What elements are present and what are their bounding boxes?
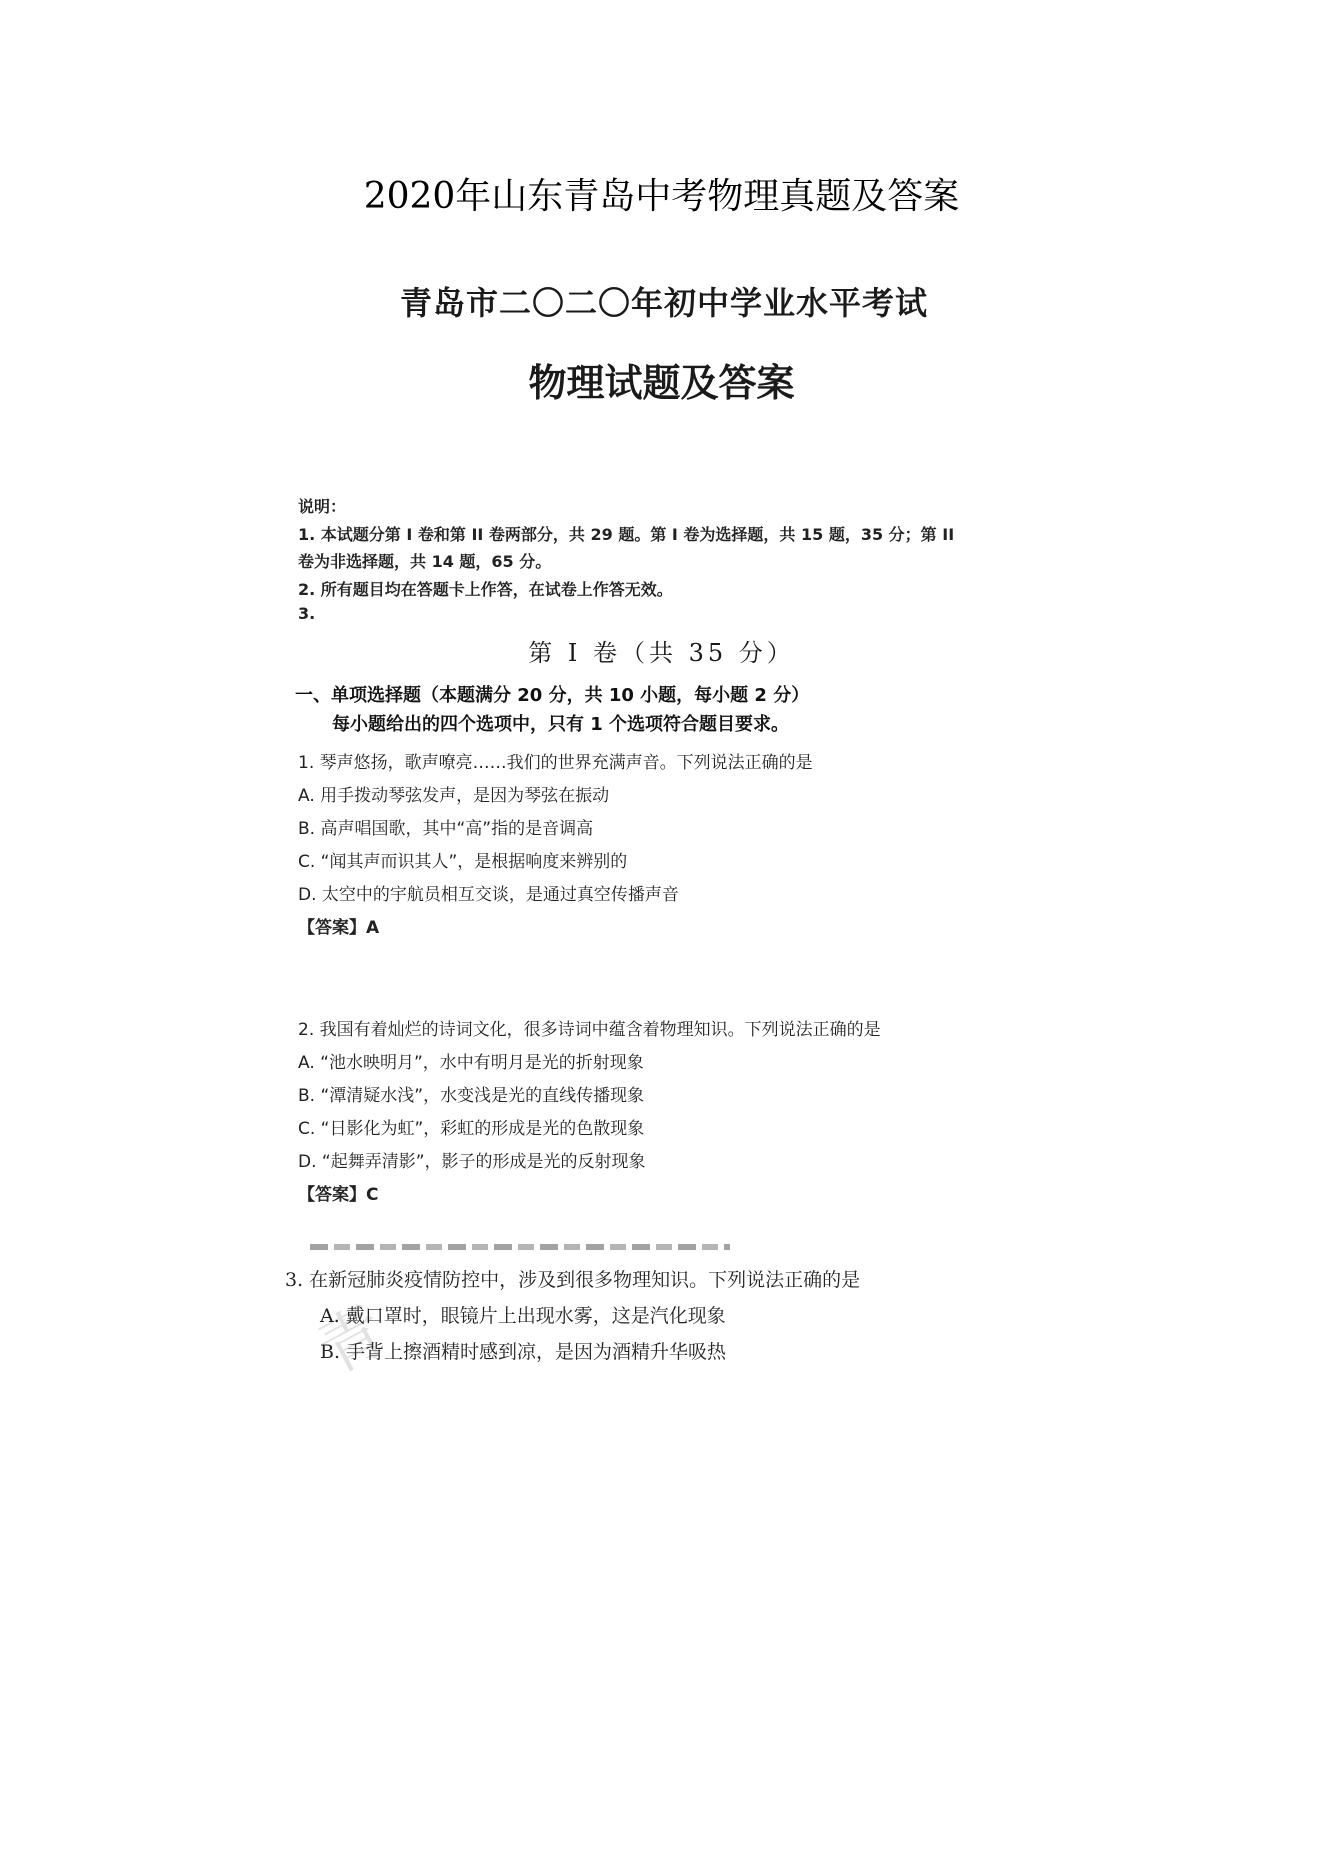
cropped-text-fragment: [310, 1244, 730, 1250]
q2-option-c: C. “日影化为虹”，彩虹的形成是光的色散现象: [298, 1119, 645, 1139]
q2-option-b: B. “潭清疑水浅”，水变浅是光的直线传播现象: [298, 1086, 645, 1106]
page-title: 2020年山东青岛中考物理真题及答案: [363, 176, 960, 217]
q1-option-d: D. 太空中的宇航员相互交谈，是通过真空传播声音: [298, 885, 679, 905]
section-heading: 一、单项选择题（本题满分 20 分，共 10 小题，每小题 2 分）: [295, 685, 810, 706]
notes-line-1a: 1. 本试题分第 I 卷和第 II 卷两部分，共 29 题。第 I 卷为选择题，共 15 题，35 分；第 II: [298, 525, 955, 544]
q3-option-a: A. 戴口罩时，眼镜片上出现水雾，这是汽化现象: [320, 1305, 726, 1327]
notes-label: 说明：: [298, 497, 347, 516]
q1-option-a: A. 用手拨动琴弦发声，是因为琴弦在振动: [298, 786, 610, 806]
notes-line-2: 2. 所有题目均在答题卡上作答，在试卷上作答无效。: [298, 580, 673, 599]
section-instruction: 每小题给出的四个选项中，只有 1 个选项符合题目要求。: [332, 714, 790, 735]
q1-stem: 1. 琴声悠扬，歌声嘹亮……我们的世界充满声音。下列说法正确的是: [298, 753, 813, 773]
exam-header: 青岛市二〇二〇年初中学业水平考试: [400, 284, 929, 322]
q1-answer: 【答案】A: [298, 918, 380, 938]
volume-title: 第 I 卷（共 35 分）: [528, 639, 795, 667]
q1-option-c: C. “闻其声而识其人”，是根据响度来辨别的: [298, 852, 628, 872]
watermark-mark: 青: [307, 1290, 404, 1389]
q2-answer: 【答案】C: [298, 1185, 379, 1205]
q2-option-a: A. “池水映明月”，水中有明月是光的折射现象: [298, 1053, 644, 1073]
notes-line-3: 3.: [298, 604, 316, 623]
q3-stem: 3. 在新冠肺炎疫情防控中，涉及到很多物理知识。下列说法正确的是: [285, 1269, 861, 1291]
notes-line-1b: 卷为非选择题，共 14 题，65 分。: [298, 552, 552, 571]
exam-subtitle: 物理试题及答案: [528, 360, 795, 405]
q2-option-d: D. “起舞弄清影”，影子的形成是光的反射现象: [298, 1152, 646, 1172]
q1-option-b: B. 高声唱国歌，其中“高”指的是音调高: [298, 819, 594, 839]
q3-option-b: B. 手背上擦酒精时感到凉，是因为酒精升华吸热: [320, 1341, 727, 1363]
q2-stem: 2. 我国有着灿烂的诗词文化，很多诗词中蕴含着物理知识。下列说法正确的是: [298, 1020, 881, 1040]
